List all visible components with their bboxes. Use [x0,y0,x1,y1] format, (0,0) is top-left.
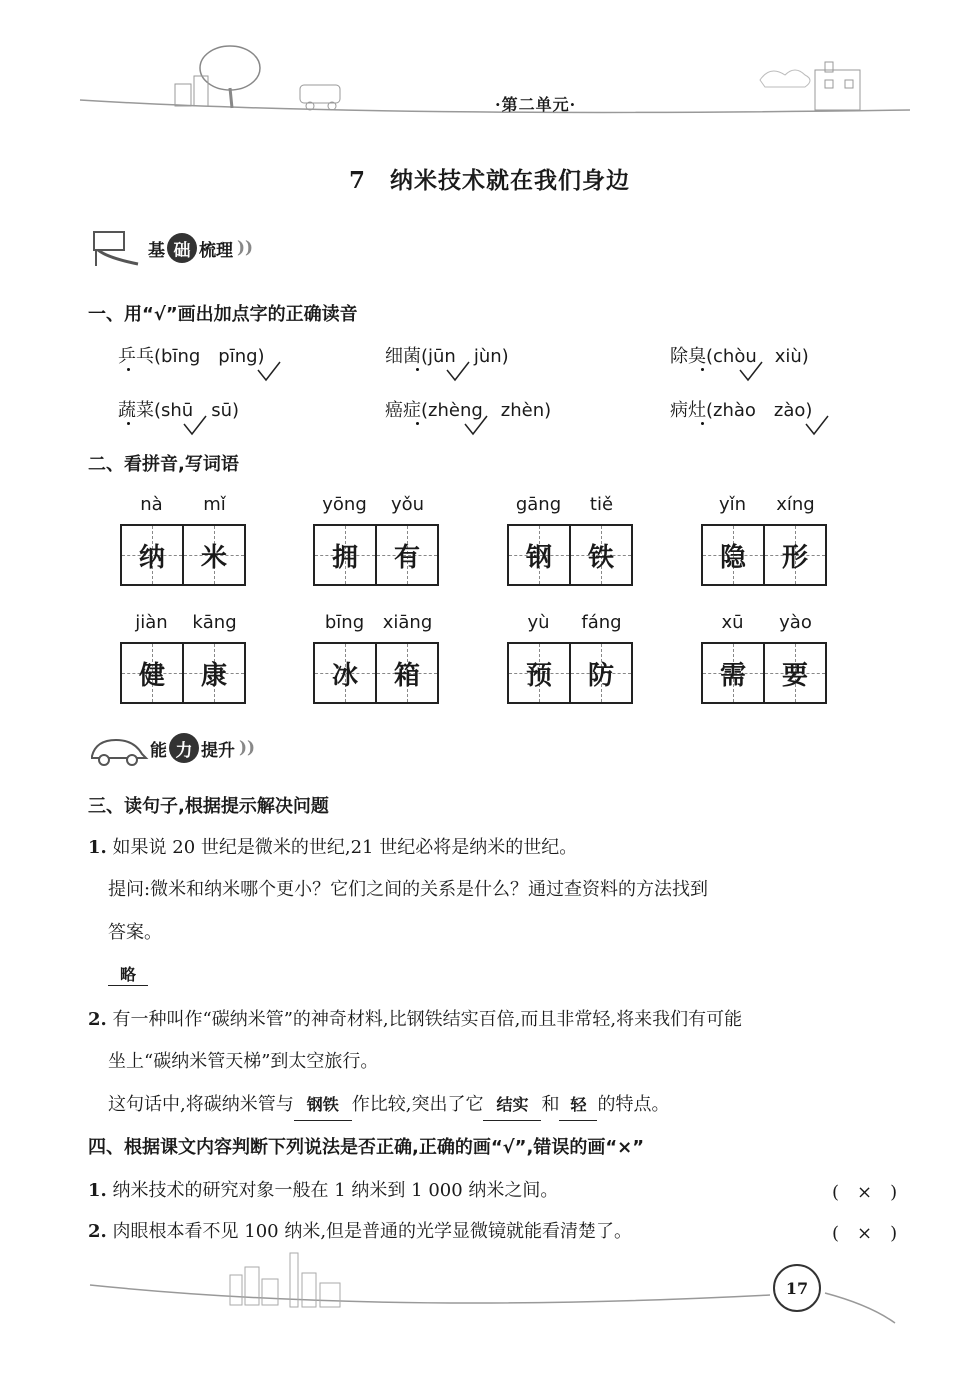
question-3-2-line2: 坐上“碳纳米管天梯”到太空旅行。 [108,1051,379,1072]
check-icon [738,360,764,384]
section2-title: 二、看拼音,写词语 [88,454,239,475]
header-illustration [70,40,920,135]
sound-waves-icon: )) [237,238,254,258]
fill-blank-gangtie: 钢铁 [294,1090,352,1121]
slide-icon [88,228,148,268]
judge-item-2: 2. 肉眼根本看不见 100 纳米,但是普通的光学显微镜就能看清楚了。 [88,1221,633,1242]
question-3-2-fill: 这句话中,将碳纳米管与 钢铁 作比较,突出了它 结实 和 轻 的特点。 [108,1090,669,1121]
fill-blank-qing: 轻 [559,1090,597,1121]
check-icon [804,414,830,438]
ability-badge [88,728,255,768]
check-icon [445,360,471,384]
reading-item-chuchou: 除臭(chòu xiù) [670,342,809,368]
reading-item-aizheng: 癌症(zhèng zhèn) [385,396,551,422]
badge-text-left: 基 [148,240,165,261]
check-icon [256,360,282,384]
question-3-1-prompt-line1: 提问:微米和纳米哪个更小？它们之间的关系是什么？通过查资料的方法找到 [108,879,709,900]
fill-blank-jieshi: 结实 [483,1090,541,1121]
section4-title: 四、根据课文内容判断下列说法是否正确,正确的画“√”,错误的画“×” [88,1137,645,1158]
section3-title: 三、读句子,根据提示解决问题 [88,796,329,817]
badge-text-left: 能 [150,740,167,761]
reading-item-xijun: 细菌(jūn jùn) [385,342,509,368]
badge-text-right: 提升 [201,740,235,761]
car-icon [88,728,150,768]
question-3-2-line1: 2. 有一种叫作“碳纳米管”的神奇材料,比钢铁结实百倍,而且非常轻,将来我们有可能 [88,1009,743,1030]
check-icon [182,414,208,438]
lesson-title: 7 纳米技术就在我们身边 [348,167,630,194]
reading-item-shucai: 蔬菜(shū sū) [118,396,239,422]
sound-waves-icon: )) [239,738,256,758]
question-3-1-answer: 略 [108,962,148,986]
badge-text-right: 梳理 [199,240,233,261]
badge-text-circle: 础 [167,233,197,263]
question-3-1: 1. 如果说 20 世纪是微米的世纪,21 世纪必将是纳米的世纪。 [88,837,578,858]
reading-item-pingpong: 乒乓(bīng pīng) [118,342,265,368]
judge-answer-2: ( × ) [832,1223,898,1244]
unit-label: ·第二单元· [495,95,577,114]
reading-item-bingzao: 病灶(zhào zào) [670,396,812,422]
badge-text-circle: 力 [169,733,199,763]
page-number: 17 [773,1264,821,1312]
basic-review-badge [88,228,253,268]
check-icon [463,414,489,438]
judge-item-1: 1. 纳米技术的研究对象一般在 1 纳米到 1 000 纳米之间。 [88,1180,559,1201]
question-3-1-prompt-line2: 答案。 [108,922,162,943]
section1-title: 一、用“√”画出加点字的正确读音 [88,304,358,325]
judge-answer-1: ( × ) [832,1182,898,1203]
